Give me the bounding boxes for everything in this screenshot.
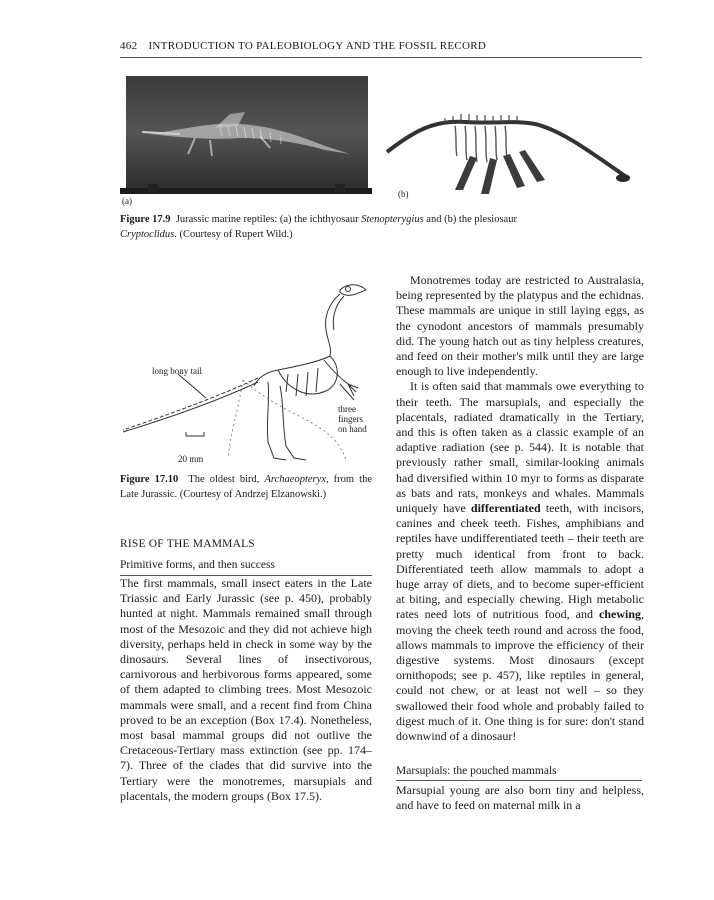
header-rule — [120, 57, 642, 58]
figure-17-10-caption: Figure 17.10 The oldest bird, Archaeopteryx, from the Late Jurassic. (Courtesy of Andrzej Elzanowski.) — [120, 474, 372, 500]
figure-17-10-number: Figure 17.10 — [120, 474, 179, 485]
right-column-text — [396, 273, 644, 744]
figure-17-9b-plesiosaur-skeleton — [385, 90, 635, 200]
paragraph-first-mammals: The first mammals, small insect eaters in the Late Triassic and Early Jurassic (see p. 450), probably hunted at night. Mammals remained small through most of the Mesozoic and they did not achieve high diversity, perhaps held in check in some way by the dinosaurs. Several lines of insectivorous, carnivorous and herbivorous forms appeared, some of them adapted to climbing trees. Most Mesozoic mammals were small, and a recent find from China proved to be an exception (Box 17.4). Nonetheless, most basal mammal groups did not outlive the Cretaceous-Tertiary mass extinction (see pp. 174–7). Three of the clades that did survive into the Tertiary were the monotremes, marsupials and placentals, the modern groups (Box 17.5). — [120, 576, 372, 803]
figure-17-9b-label: (b) — [398, 189, 409, 199]
running-header — [120, 40, 640, 52]
figure-17-10-archaeopteryx-drawing — [118, 270, 383, 470]
subheading-marsupials: Marsupials: the pouched mammals — [396, 765, 557, 777]
subheading-rule-right — [396, 780, 642, 781]
paragraph-teeth: It is often said that mammals owe everything to their teeth. The marsupials, and especially the placentals, radiated dramatically in the Tertiary, and this is often taken as a classic example of an adaptive radiation (see p. 544). It is notable that previously rather small, similar-looking animals had diversified within 10 myr to forms as disparate as bats and rats, monkeys and whales. Mammals uniquely have differentiated teeth, with incisors, canines and cheek teeth. Fishes, amphibians and reptiles have undifferentiated teeth – their teeth are pretty much identical from front to back. Differentiated teeth allow mammals to adopt a huge array of diets, and to become super-efficient at biting, and especially chewing. High metabolic rates need lots of nutritious food, and chewing, moving the cheek teeth round and across the food, allows mammals to improve the efficiency of their digestive systems. Most dinosaurs (except ornithopods; see p. 457), like reptiles in general, could not chew, or at least not well – so they swallowed their food whole and probably failed to digest much of it. One thing is for sure: don't stand downwind of a dinosaur! — [396, 379, 644, 744]
fingers-label-line3: on hand — [338, 424, 367, 434]
subheading-primitive-forms: Primitive forms, and then success — [120, 559, 275, 571]
figure-17-9-number: Figure 17.9 — [120, 214, 171, 225]
page-number: 462 — [120, 40, 138, 52]
left-column-text — [120, 576, 372, 804]
running-title: INTRODUCTION TO PALEOBIOLOGY AND THE FOSSIL RECORD — [148, 40, 487, 52]
scale-bar-label: 20 mm — [178, 454, 204, 464]
tail-label: long bony tail — [152, 366, 202, 376]
paragraph-marsupials: Marsupial young are also born tiny and helpless, and have to feed on maternal milk in a — [396, 783, 644, 813]
figure-17-9-caption: Figure 17.9 Jurassic marine reptiles: (a) the ichthyosaur Stenopterygius and (b) the plesiosaur Cryptoclidus. (Courtesy of Rupert Wild.) — [120, 214, 517, 240]
right-column-text-bottom — [396, 783, 644, 813]
fingers-label-line2: fingers — [338, 414, 363, 424]
figure-17-9a-ichthyosaur-photo — [120, 72, 372, 198]
figure-17-9a-label: (a) — [122, 196, 132, 206]
fingers-label-line1: three — [338, 404, 356, 414]
paragraph-monotremes: Monotremes today are restricted to Australasia, being represented by the platypus and the echidnas. These mammals are unique in still laying eggs, as the cynodont ancestors of mammals presumably did. The young hatch out as tiny helpless creatures, and feed on their mother's milk until they are large enough to live independently. — [396, 273, 644, 379]
section-heading: RISE OF THE MAMMALS — [120, 538, 255, 550]
